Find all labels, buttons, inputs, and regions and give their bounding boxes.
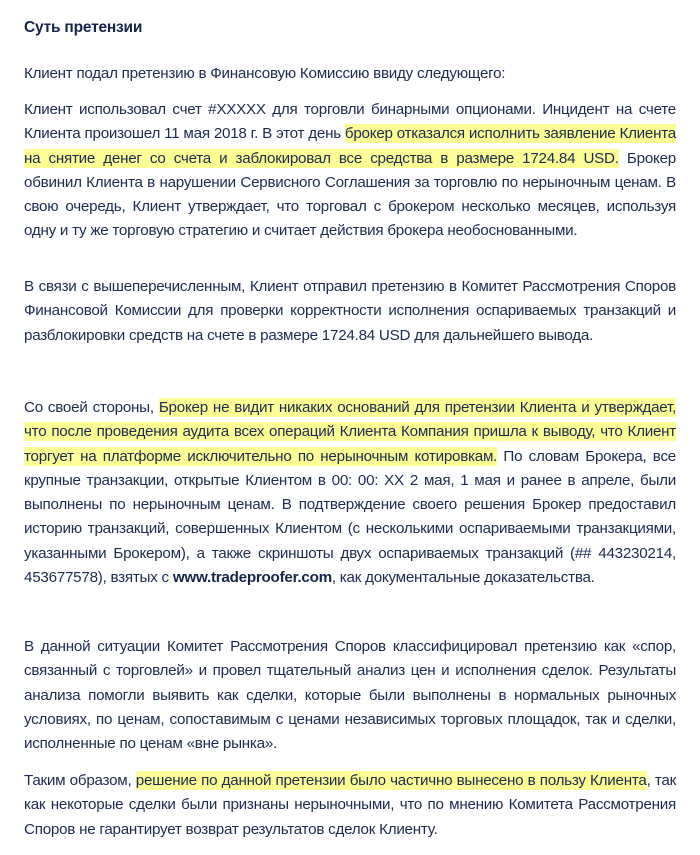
text-segment: Клиент использовал счет #XXXXX для торговли бинарными опционами. Инцидент на счете Клиента произошел 11 мая 2018 г. В этот день bbox=[24, 101, 676, 143]
tradeproofer-link[interactable]: www.tradeproofer.com bbox=[172, 569, 332, 587]
text-segment: По словам Брокера, все крупные транзакции, открытые Клиентом в 00: 00: XX 2 мая, 1 мая и ранее в апреле, были выполнены по нерыночным ценам. В подтверждение своего решения Брокер предоставил историю транзакций, совершенных Клиентом (с несколькими оспариваемыми транзакциями, указанными Брокером), а также скриншоты двух оспариваемых транзакций (## 443230214, 453677578), взятых с bbox=[24, 447, 676, 587]
paragraph-decision bbox=[24, 769, 676, 842]
paragraph-analysis: В данной ситуации Комитет Рассмотрения Споров классифицировал претензию как «спор, связанный с торговлей» и провел тщательный анализ цен и исполнения сделок. Результаты анализа помогли выявить как сделки, которые были выполнены в нормальных рыночных условиях, по ценам, сопоставимым с ценами независимых торговых площадок, так и сделки, исполненные по ценам «вне рынка». bbox=[24, 638, 676, 753]
highlighted-text: Брокер не видит никаких оснований для претензии Клиента и утверждает, что после проведения аудита всех операций Клиента Компания пришла к выводу, что Клиент торгует на платформе исключительно по нерыночным котировкам. bbox=[24, 399, 676, 465]
paragraph-complaint: В связи с вышеперечисленным, Клиент отправил претензию в Комитет Рассмотрения Споров Финансовой Комиссии для проверки корректности исполнения оспариваемых транзакций и разблокировки средств на счете в размере 1724.84 USD для дальнейшего вывода. bbox=[24, 278, 676, 344]
section-heading: Суть претензии bbox=[24, 19, 143, 36]
paragraph-broker-position bbox=[24, 396, 676, 590]
highlighted-text: брокер отказался исполнить заявление Клиента на снятие денег со счета и заблокировал все средства в размере 1724.84 USD. bbox=[24, 125, 676, 167]
paragraph-incident bbox=[24, 98, 676, 244]
text-segment: Брокер обвинил Клиента в нарушении Сервисного Соглашения за торговлю по нерыночным ценам. В свою очередь, Клиент утверждает, что торговал с брокером несколько месяцев, используя одну и ту же торговую стратегию и считает действия брокера необоснованными. bbox=[24, 149, 676, 240]
text-segment: Со своей стороны, bbox=[24, 399, 159, 416]
paragraph-intro: Клиент подал претензию в Финансовую Комиссию ввиду следующего: bbox=[24, 65, 506, 82]
text-segment: Таким образом, bbox=[24, 772, 136, 789]
highlighted-text: решение по данной претензии было частично вынесено в пользу Клиента bbox=[135, 772, 647, 789]
text-segment: , так как некоторые сделки были признаны нерыночными, что по мнению Комитета Рассмотрения Споров не гарантирует возврат результатов сделок Клиенту. bbox=[24, 772, 676, 838]
text-segment: , как документальные доказательства. bbox=[331, 569, 595, 587]
